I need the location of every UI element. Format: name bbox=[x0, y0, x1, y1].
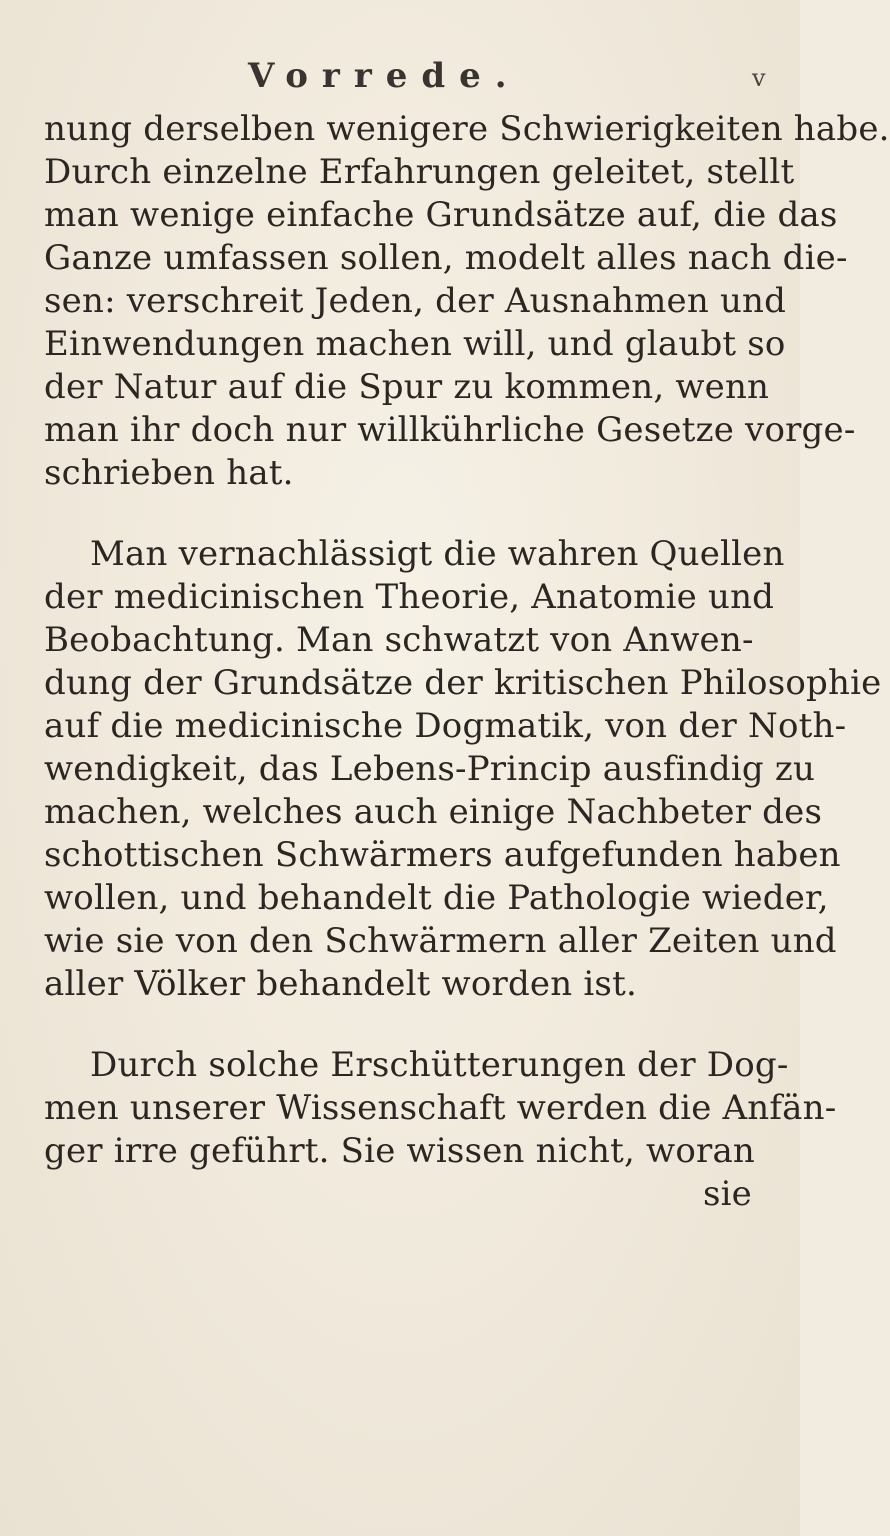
text-line: machen, welches auch einige Nachbeter des bbox=[44, 792, 823, 832]
catchword: sie bbox=[702, 1174, 752, 1214]
text-line: Ganze umfassen sollen, modelt alles nach die- bbox=[44, 238, 848, 278]
text-line: der medicinischen Theorie, Anatomie und bbox=[44, 577, 775, 617]
text-line: wollen, und behandelt die Pathologie wieder, bbox=[44, 878, 829, 918]
running-head: Vorrede. bbox=[248, 56, 521, 96]
text-line: wendigkeit, das Lebens-Princip ausfindig zu bbox=[44, 749, 816, 789]
text-line: der Natur auf die Spur zu kommen, wenn bbox=[44, 367, 770, 407]
text-line: nung derselben wenigere Schwierigkeiten habe. bbox=[44, 109, 890, 149]
text-line: Einwendungen machen will, und glaubt so bbox=[44, 324, 786, 364]
text-line: wie sie von den Schwärmern aller Zeiten und bbox=[44, 921, 837, 961]
text-line: ger irre geführt. Sie wissen nicht, woran bbox=[44, 1131, 756, 1171]
text-line: man ihr doch nur willkührliche Gesetze vorge- bbox=[44, 410, 856, 450]
text-line: Man vernachlässigt die wahren Quellen bbox=[90, 534, 785, 574]
paragraph-gap bbox=[44, 1006, 764, 1044]
page-body bbox=[44, 108, 890, 1216]
page-header bbox=[0, 50, 800, 100]
paragraph bbox=[44, 1044, 837, 1173]
text-line: dung der Grundsätze der kritischen Philosophie bbox=[44, 663, 882, 703]
text-line: aller Völker behandelt worden ist. bbox=[44, 964, 637, 1004]
text-line: Durch solche Erschütterungen der Dog- bbox=[90, 1045, 789, 1085]
page-number: v bbox=[752, 64, 766, 92]
text-line: schrieben hat. bbox=[44, 453, 294, 493]
text-line: auf die medicinische Dogmatik, von der Noth- bbox=[44, 706, 847, 746]
text-line: Durch einzelne Erfahrungen geleitet, stellt bbox=[44, 152, 795, 192]
text-line: schottischen Schwärmers aufgefunden haben bbox=[44, 835, 841, 875]
paragraph bbox=[44, 108, 890, 495]
text-line: Beobachtung. Man schwatzt von Anwen- bbox=[44, 620, 754, 660]
text-line: sen: verschreit Jeden, der Ausnahmen und bbox=[44, 281, 787, 321]
paragraph-gap bbox=[44, 495, 764, 533]
text-line: man wenige einfache Grundsätze auf, die das bbox=[44, 195, 838, 235]
paragraph bbox=[44, 533, 882, 1006]
text-line: men unserer Wissenschaft werden die Anfän- bbox=[44, 1088, 837, 1128]
